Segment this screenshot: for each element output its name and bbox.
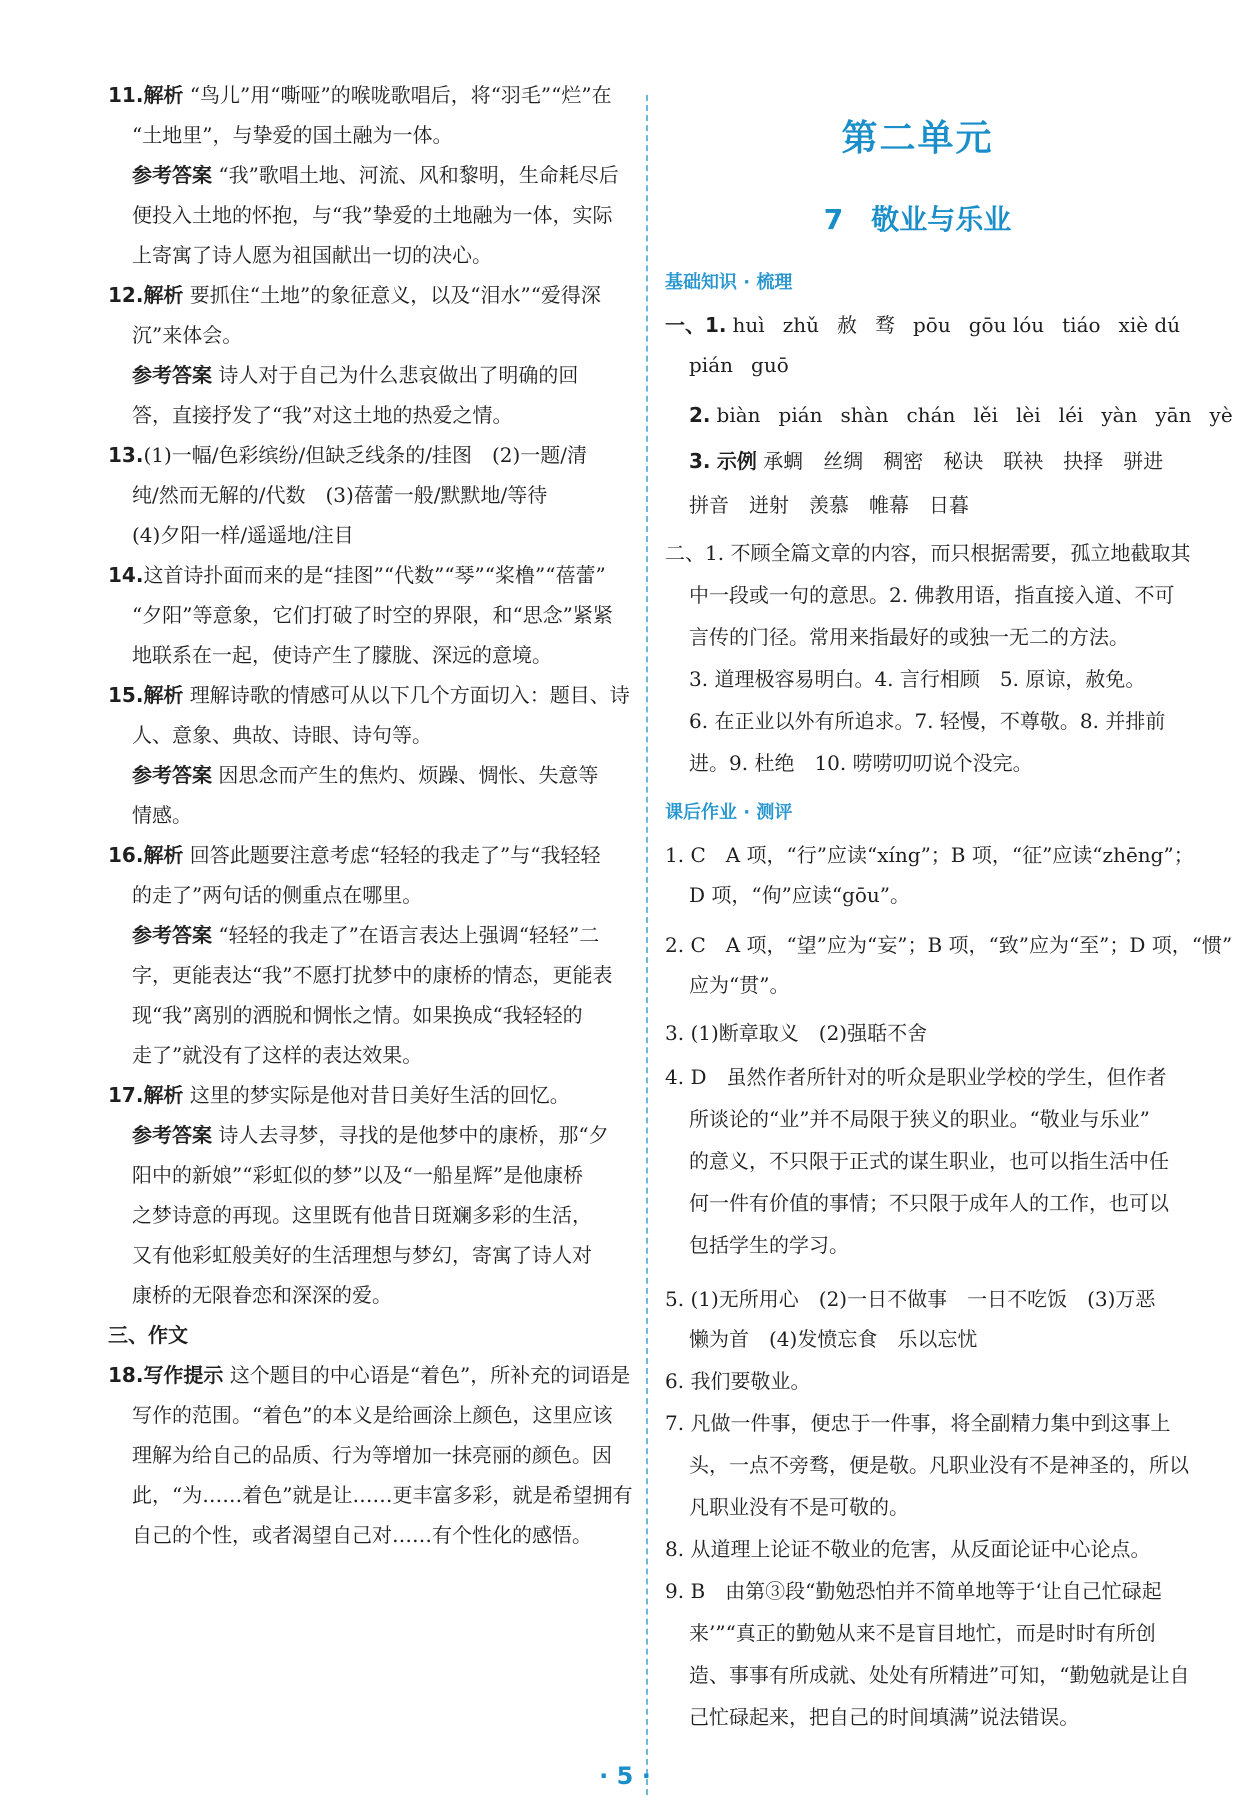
pinyin-line-3: 2. biàn pián shàn chán lěi lèi léi yàn yān yè [689, 403, 1233, 427]
part2-line-5: 6. 在正业以外有所追求。7. 轻慢，不尊敬。8. 并排前 [689, 709, 1166, 733]
r2-line-2: 应为“贯”。 [689, 973, 790, 997]
part2-line-3: 言传的门径。常用来指最好的或独一无二的方法。 [689, 625, 1129, 649]
q17-line-4: 之梦诗意的再现。这里既有他昔日斑斓多彩的生活， [132, 1203, 592, 1227]
column-divider [646, 95, 648, 1795]
r4-line-3: 的意义，不只限于正式的谋生职业，也可以指生活中任 [689, 1149, 1169, 1173]
q15-line-4: 情感。 [132, 803, 192, 827]
q18-line-1: 18.写作提示 这个题目的中心语是“着色”，所补充的词语是 [108, 1363, 631, 1387]
part2-line-4: 3. 道理极容易明白。4. 言行相顾 5. 原谅，赦免。 [689, 667, 1146, 691]
part2-line-6: 进。9. 杜绝 10. 唠唠叨叨说个没完。 [689, 751, 1033, 775]
r3-line: 3. (1)断章取义 (2)强聒不舍 [665, 1021, 928, 1045]
r6-line: 6. 我们要敬业。 [665, 1369, 811, 1393]
example-line-2: 拼音 迸射 羡慕 帷幕 日暮 [689, 493, 969, 517]
r7-line-3: 凡职业没有不是可敬的。 [689, 1495, 909, 1519]
r8-line: 8. 从道理上论证不敬业的危害，从反面论证中心论点。 [665, 1537, 1151, 1561]
r2-line-1: 2. C A 项，“望”应为“妄”；B 项，“致”应为“至”；D 项，“惯” [665, 933, 1233, 957]
r9-line-1: 9. B 由第③段“勤勉恐怕并不简单地等于‘让自己忙碌起 [665, 1579, 1162, 1603]
q16-line-2: 的走了”两句话的侧重点在哪里。 [132, 883, 423, 907]
q17-line-1: 17.解析 这里的梦实际是他对昔日美好生活的回忆。 [108, 1083, 570, 1107]
q16-line-6: 走了”就没有了这样的表达效果。 [132, 1043, 423, 1067]
q15-line-2: 人、意象、典故、诗眼、诗句等。 [132, 723, 432, 747]
part2-line-2: 中一段或一句的意思。2. 佛教用语，指直接入道、不可 [689, 583, 1175, 607]
q16-line-4: 字，更能表达“我”不愿打扰梦中的康桥的情态，更能表 [132, 963, 613, 987]
q18-line-2: 写作的范围。“着色”的本义是给画涂上颜色，这里应该 [132, 1403, 613, 1427]
q18-line-3: 理解为给自己的品质、行为等增加一抹亮丽的颜色。因 [132, 1443, 612, 1467]
r9-line-4: 己忙碌起来，把自己的时间填满”说法错误。 [689, 1705, 1080, 1729]
q14-line-1: 14.这首诗扑面而来的是“挂图”“代数”“琴”“桨橹”“蓓蕾” [108, 563, 606, 587]
q13-line-3: (4)夕阳一样/遥遥地/注目 [132, 523, 354, 547]
q12-line-2: 沉”来体会。 [132, 323, 243, 347]
r5-line-1: 5. (1)无所用心 (2)一日不做事 一日不吃饭 (3)万恶 [665, 1287, 1156, 1311]
part2-line-1: 二、1. 不顾全篇文章的内容，而只根据需要，孤立地截取其 [665, 541, 1191, 565]
q15-line-3: 参考答案 因思念而产生的焦灼、烦躁、惆怅、失意等 [132, 763, 599, 787]
lesson-title: 7 敬业与乐业 [823, 203, 1012, 236]
r7-line-2: 头，一点不旁骛，便是敬。凡职业没有不是神圣的，所以 [689, 1453, 1189, 1477]
pinyin-line-2: pián guō [689, 353, 789, 377]
q11-line-3: 参考答案 “我”歌唱土地、河流、风和黎明，生命耗尽后 [132, 163, 619, 187]
r1-line-1: 1. C A 项，“行”应读“xíng”；B 项，“征”应读“zhēng”； [665, 843, 1194, 867]
q18-line-4: 此，“为……着色”就是让……更丰富多彩，就是希望拥有 [132, 1483, 633, 1507]
r4-line-2: 所谈论的“业”并不局限于狭义的职业。“敬业与乐业” [689, 1107, 1150, 1131]
q15-line-1: 15.解析 理解诗歌的情感可从以下几个方面切入：题目、诗 [108, 683, 630, 707]
q17-line-6: 康桥的无限眷恋和深深的爱。 [132, 1283, 392, 1307]
q14-line-2: “夕阳”等意象，它们打破了时空的界限，和“思念”紧紧 [132, 603, 613, 627]
r1-line-2: D 项，“佝”应读“gōu”。 [689, 883, 911, 907]
q17-line-3: 阳中的新娘”“彩虹似的梦”以及“一船星辉”是他康桥 [132, 1163, 584, 1187]
pinyin-line-1: 一、1. huì zhǔ 赦 骛 pōu gōu lóu tiáo xiè dú [665, 313, 1181, 337]
q14-line-3: 地联系在一起，使诗产生了朦胧、深远的意境。 [132, 643, 552, 667]
q13-line-2: 纯/然而无解的/代数 (3)蓓蕾一般/默默地/等待 [132, 483, 548, 507]
q11-line-2: “土地里”，与挚爱的国土融为一体。 [132, 123, 453, 147]
q16-line-1: 16.解析 回答此题要注意考虑“轻轻的我走了”与“我轻轻 [108, 843, 601, 867]
q11-line-1: 11.解析 “鸟儿”用“嘶哑”的喉咙歌唱后，将“羽毛”“烂”在 [108, 83, 612, 107]
q12-line-4: 答，直接抒发了“我”对这土地的热爱之情。 [132, 403, 513, 427]
q12-line-3: 参考答案 诗人对于自己为什么悲哀做出了明确的回 [132, 363, 579, 387]
q16-line-3: 参考答案 “轻轻的我走了”在语言表达上强调“轻轻”二 [132, 923, 600, 947]
q13-line-1: 13.(1)一幅/色彩缤纷/但缺乏线条的/挂图 (2)一题/清 [108, 443, 588, 467]
r4-line-4: 何一件有价值的事情；不只限于成年人的工作，也可以 [689, 1191, 1169, 1215]
q17-line-5: 又有他彩虹般美好的生活理想与梦幻，寄寓了诗人对 [132, 1243, 592, 1267]
q11-line-5: 上寄寓了诗人愿为祖国献出一切的决心。 [132, 243, 492, 267]
section-homework: 课后作业 · 测评 [665, 802, 793, 823]
q17-line-2: 参考答案 诗人去寻梦，寻找的是他梦中的康桥，那“夕 [132, 1123, 609, 1147]
r9-line-3: 造、事事有所成就、处处有所精进”可知，“勤勉就是让自 [689, 1663, 1190, 1687]
r4-line-5: 包括学生的学习。 [689, 1233, 849, 1257]
r7-line-1: 7. 凡做一件事，便忠于一件事，将全副精力集中到这事上 [665, 1411, 1171, 1435]
r4-line-1: 4. D 虽然作者所针对的听众是职业学校的学生，但作者 [665, 1065, 1167, 1089]
r9-line-2: 来’”“真正的勤勉从来不是盲目地忙，而是时时有所创 [689, 1621, 1156, 1645]
page-number: · 5 · [599, 1762, 651, 1790]
q12-line-1: 12.解析 要抓住“土地”的象征意义，以及“泪水”“爱得深 [108, 283, 601, 307]
r5-line-2: 懒为首 (4)发愤忘食 乐以忘忧 [689, 1327, 978, 1351]
example-line-1: 3. 示例 承蜩 丝绸 稠密 秘诀 联袂 抉择 骈进 [689, 449, 1164, 473]
q11-line-4: 便投入土地的怀抱，与“我”挚爱的土地融为一体，实际 [132, 203, 613, 227]
q18-line-5: 自己的个性，或者渴望自己对……有个性化的感悟。 [132, 1523, 592, 1547]
section-basic-knowledge: 基础知识 · 梳理 [665, 272, 793, 293]
unit-title: 第二单元 [841, 118, 994, 159]
section-3-heading: 三、作文 [108, 1323, 188, 1347]
q16-line-5: 现“我”离别的洒脱和惆怅之情。如果换成“我轻轻的 [132, 1003, 583, 1027]
